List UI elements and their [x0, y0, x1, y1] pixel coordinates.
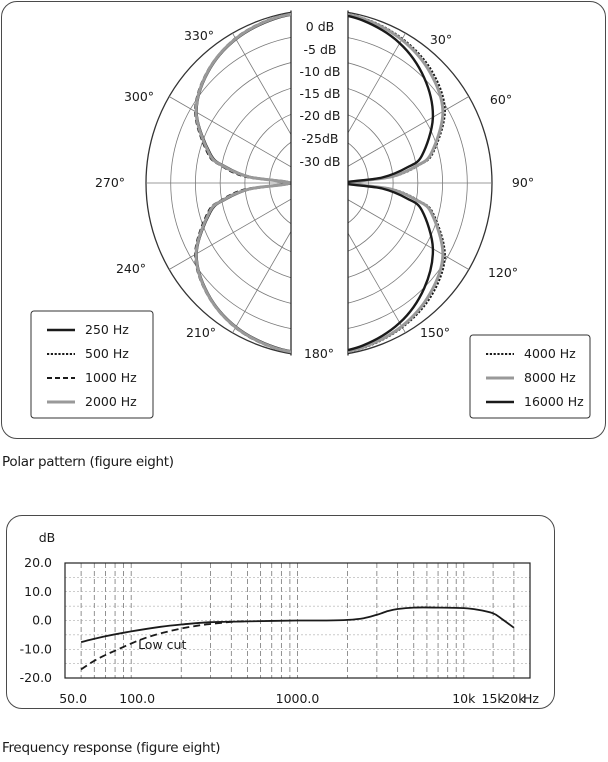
polar-angle-label: 30°: [429, 32, 453, 47]
legend-entry: 16000 Hz: [524, 394, 584, 409]
freq-y-tick-label: -10.0: [19, 641, 52, 657]
frequency-response-caption: Frequency response (figure eight): [2, 740, 221, 756]
polar-angle-label: 150°: [419, 325, 451, 340]
freq-x-tick-label: 100.0: [119, 691, 156, 706]
polar-angle-label: 120°: [487, 265, 519, 280]
polar-angle-label: 270°: [94, 175, 126, 190]
polar-radial-label: -20 dB: [299, 108, 341, 123]
freq-x-tick-label: 20k: [502, 691, 526, 706]
polar-angle-label: 210°: [185, 325, 217, 340]
polar-angle-label: 60°: [489, 92, 513, 107]
polar-angle-label: 180°: [303, 346, 335, 361]
freq-y-tick-label: 10.0: [24, 583, 52, 599]
freq-annotation-low-cut: Low cut: [138, 636, 187, 652]
legend-entry: 500 Hz: [85, 346, 129, 361]
polar-radial-label: 0 dB: [305, 19, 335, 34]
freq-x-tick-label: 50.0: [59, 691, 88, 706]
polar-radial-label: -5 dB: [303, 42, 337, 57]
legend-entry: 1000 Hz: [85, 370, 137, 385]
polar-angle-label: 330°: [183, 28, 215, 43]
polar-radial-label: -25dB: [301, 131, 339, 146]
polar-angle-label: 240°: [115, 261, 147, 276]
legend-entry: 8000 Hz: [524, 370, 576, 385]
freq-y-tick-label: 0.0: [32, 612, 52, 628]
polar-radial-label: -30 dB: [299, 154, 341, 169]
freq-x-unit-label: Hz: [523, 691, 539, 706]
freq-y-tick-label: 20.0: [24, 555, 52, 570]
freq-y-axis-label: dB: [38, 530, 56, 545]
legend-entry: 250 Hz: [85, 322, 129, 337]
polar-angle-label: 300°: [123, 89, 155, 104]
polar-radial-label: -15 dB: [299, 86, 341, 101]
freq-x-tick-label: 15k: [481, 691, 505, 706]
polar-angle-label: 90°: [511, 175, 535, 190]
freq-x-tick-label: 10k: [452, 691, 476, 706]
freq-y-tick-label: -20.0: [19, 670, 52, 685]
legend-entry: 4000 Hz: [524, 346, 576, 361]
freq-x-tick-label: 1000.0: [275, 691, 320, 706]
polar-radial-label: -10 dB: [299, 64, 341, 79]
polar-pattern-caption: Polar pattern (figure eight): [2, 454, 174, 470]
legend-entry: 2000 Hz: [85, 394, 137, 409]
